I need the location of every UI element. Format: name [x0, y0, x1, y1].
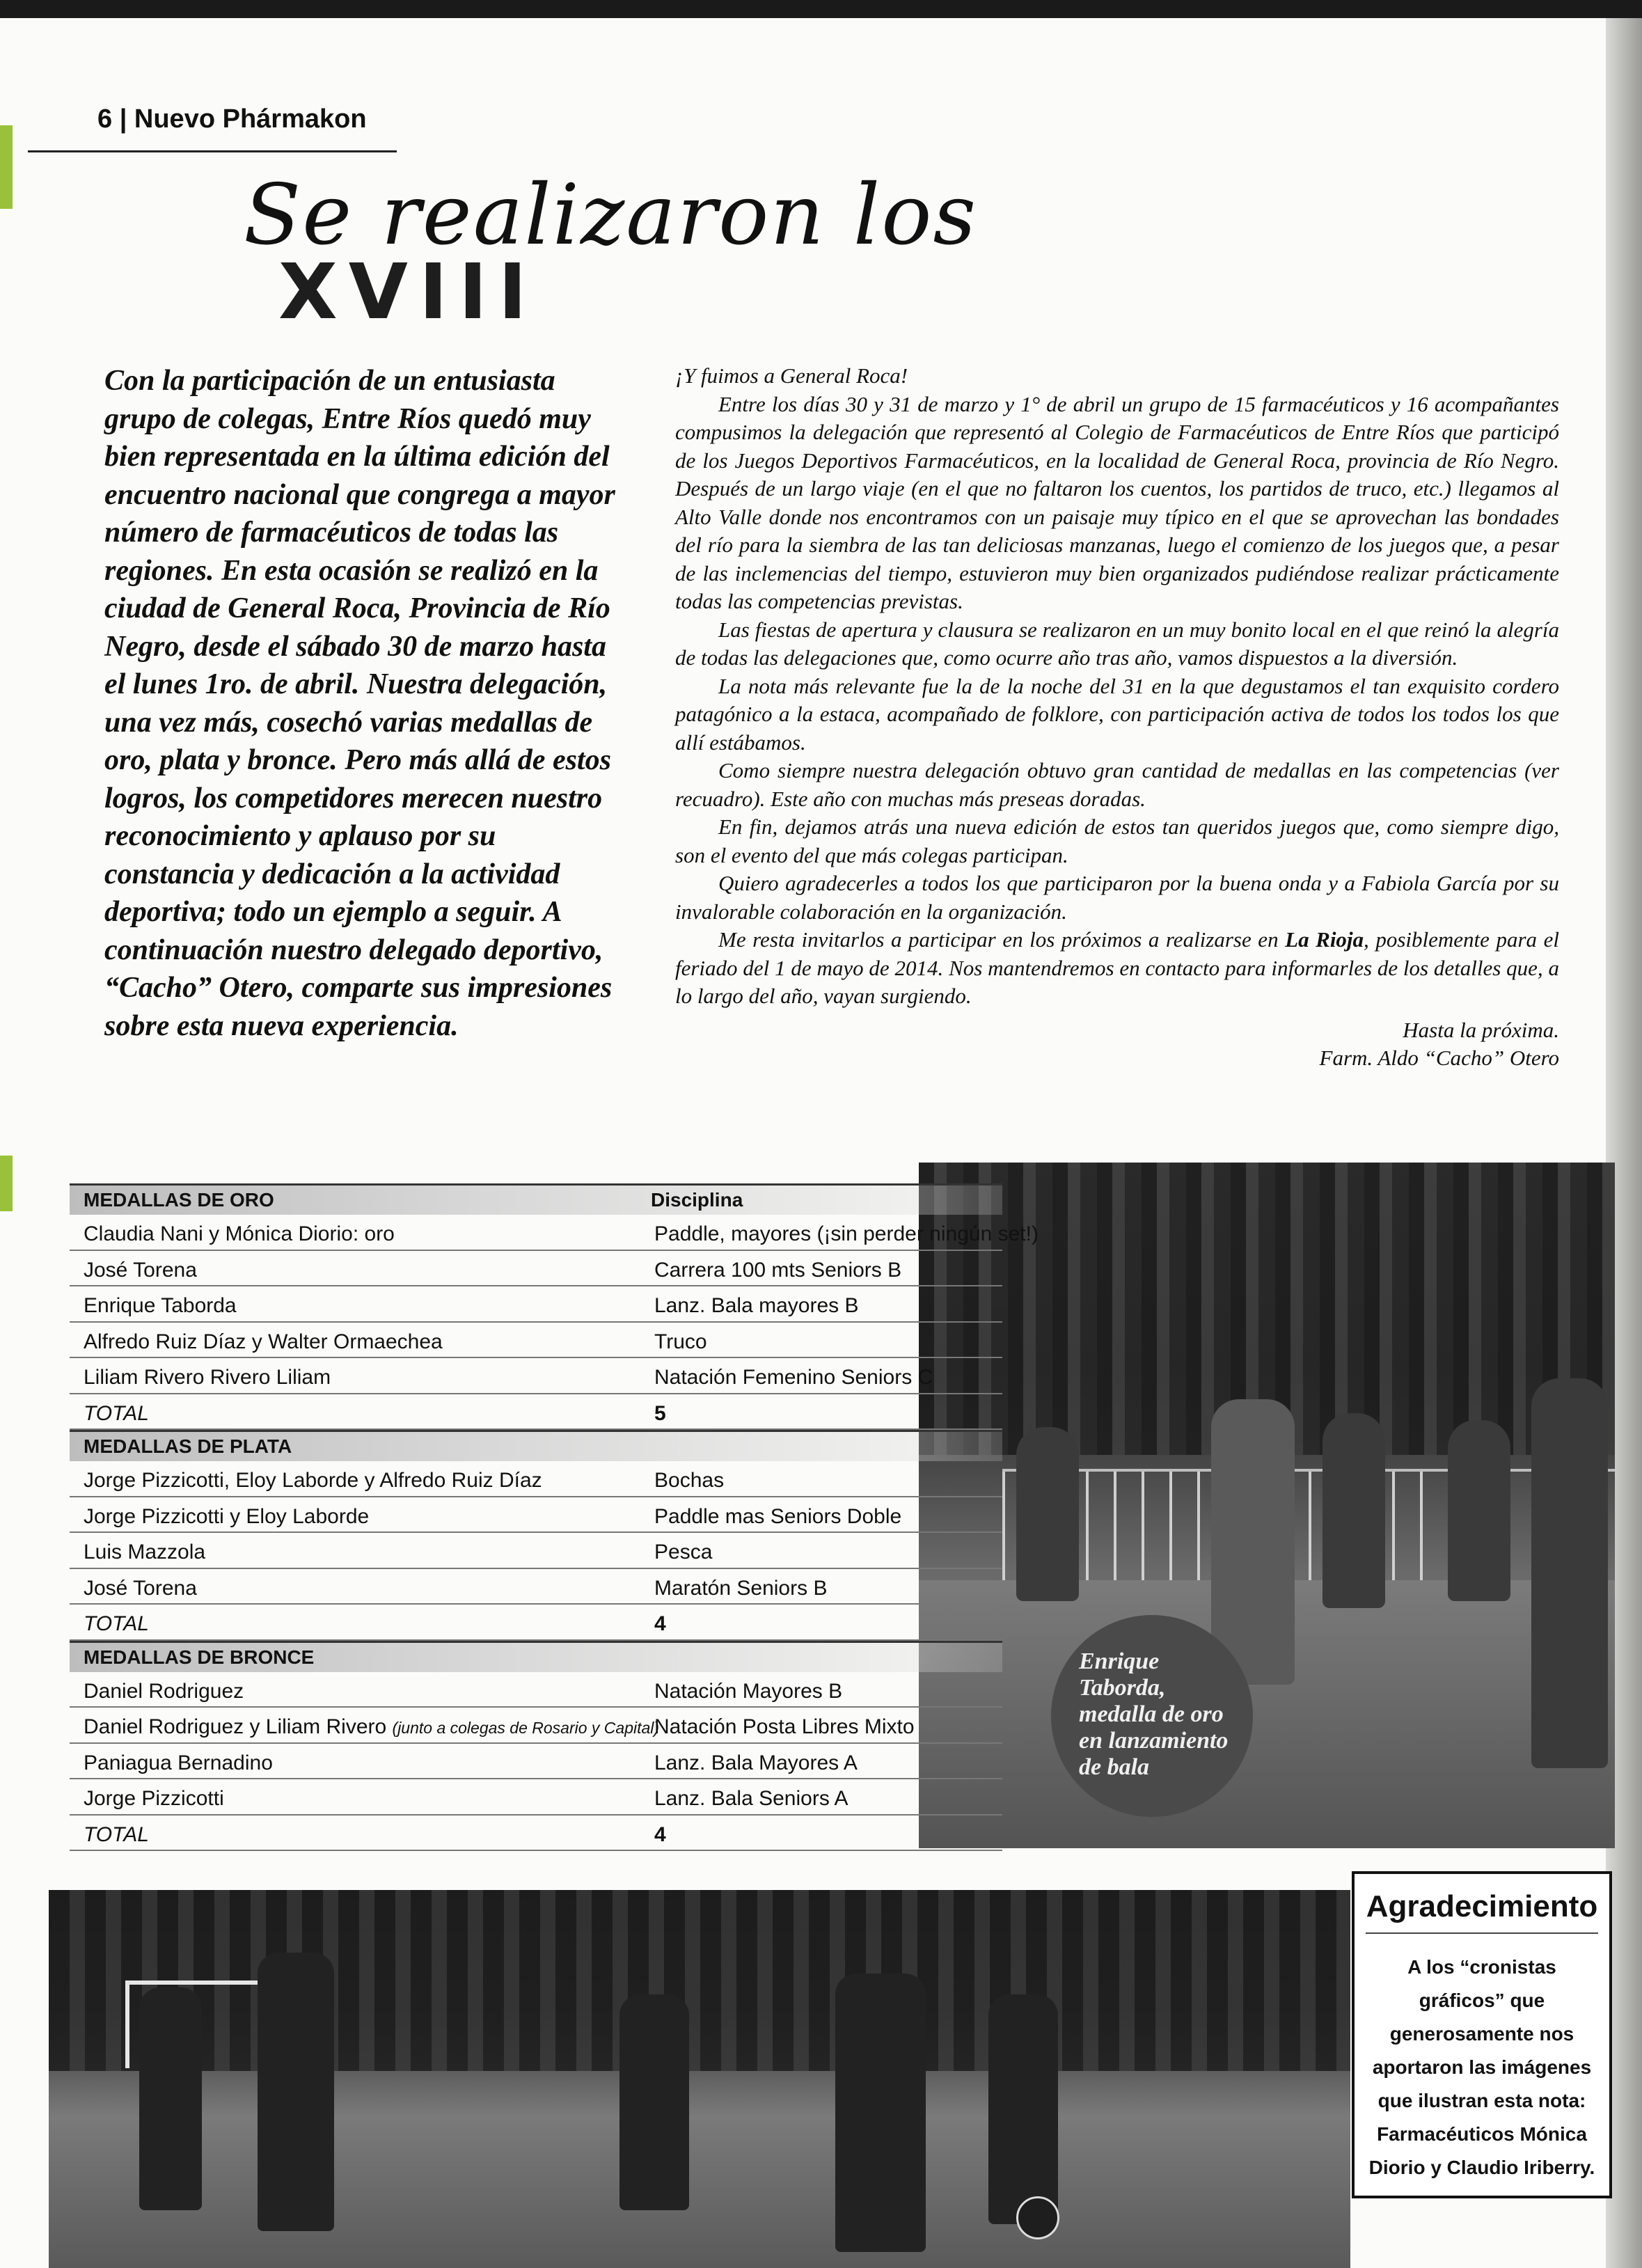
thanks-title: Agradecimiento: [1366, 1889, 1598, 1934]
table-row: José Torena Carrera 100 mts Seniors B: [70, 1251, 1002, 1287]
header-text: 6 | Nuevo Phármakon: [97, 104, 367, 134]
thanks-text: A los “cronistas gráficos” que generosamente nos aportaron las imágenes que ilustran esta nota: Farmacéuticos Mónica Diorio y Claudio Iriberry.: [1368, 1956, 1595, 2178]
table-row: Jorge Pizzicotti y Eloy Laborde Paddle mas Seniors Doble: [70, 1497, 1002, 1534]
signature-greeting: Hasta la próxima.: [1403, 1017, 1559, 1042]
article-paragraph: ¡Y fuimos a General Roca!: [675, 363, 908, 388]
intro-paragraph: Con la participación de un entusiasta grupo de colegas, Entre Ríos quedó muy bien representada en la última edición del encuentro nacional que congrega a mayor número de farmacéuticos de todas las regiones. En esta ocasión se realizó en la ciudad de General Roca, Provincia de Río Negro, desde el sábado 30 de marzo hasta el lunes 1ro. de abril. Nuestra delegación, una vez más, cosechó varias medallas de oro, plata y bronce. Pero más allá de estos logros, los competidores merecen nuestro reconocimiento y aplauso por su constancia y dedicación a la actividad deportiva; todo un ejemplo a seguir. A continuación nuestro delegado deportivo, “Cacho” Otero, comparte sus impresiones sobre esta nueva experiencia.: [104, 365, 615, 1042]
table-row: Enrique Taborda Lanz. Bala mayores B: [70, 1286, 1002, 1323]
table-row: Liliam Rivero Rivero Liliam Natación Femenino Seniors C: [70, 1358, 1002, 1394]
article-paragraph: Entre los días 30 y 31 de marzo y 1° de abril un grupo de 15 farmacéuticos y 16 acompañantes compusimos la delegación que representó al Colegio de Farmacéuticos de Entre Ríos que participó de los Juegos Deportivos Farmacéuticos, en la localidad de General Roca, provincia de Río Negro. Después de un largo viaje (en el que no faltaron los cuentos, los partidos de truco, etc.) llegamos al Alto Valle donde nos encontramos con un paisaje muy típico en el que se aprovechan las bondades del río para la siembra de las tan deliciosas manzanas, luego el comienzo de los juegos que, a pesar de las inclemencias del tiempo, estuvieron muy bien organizados pudiéndose realizar prácticamente todas las competencias previstas.: [675, 391, 1559, 613]
photo-person: [1323, 1413, 1385, 1608]
photo-player: [988, 1994, 1058, 2224]
table-row: Jorge Pizzicotti Lanz. Bala Seniors A: [70, 1779, 1002, 1816]
gold-title: MEDALLAS DE ORO: [84, 1189, 274, 1211]
photo-person-thrower: [1211, 1399, 1295, 1685]
table-row: Jorge Pizzicotti, Eloy Laborde y Alfredo Ruiz Díaz Bochas: [70, 1461, 1002, 1497]
silver-total-row: TOTAL 4: [70, 1605, 1002, 1641]
row-note: (junto a colegas de Rosario y Capital): [392, 1719, 660, 1737]
photo-football: [49, 1890, 1350, 2268]
bronze-total-row: TOTAL 4: [70, 1816, 1002, 1852]
photo-person: [1531, 1378, 1608, 1768]
article-paragraph: Me resta invitarlos a participar en los próximos a realizarse en La Rioja, posiblemente para el feriado del 1 de mayo de 2014. Nos mantendremos en contacto para informarles de los detalles que, a lo largo del año, vayan surgiendo.: [675, 927, 1559, 1008]
signature-name: Farm. Aldo “Cacho” Otero: [1319, 1045, 1559, 1070]
highlight-city: La Rioja: [1285, 927, 1364, 952]
photo-player: [258, 1953, 334, 2231]
table-row: José Torena Maratón Seniors B: [70, 1569, 1002, 1605]
bronze-title: MEDALLAS DE BRONCE: [84, 1646, 315, 1668]
article-paragraph: La nota más relevante fue la de la noche del 31 en la que degustamos el tan exquisito cordero patagónico a la estaca, acompañado de folklore, con participación activa de todos los todos los que allí estábamos.: [675, 673, 1559, 755]
photo-person: [1448, 1420, 1510, 1601]
photo-ball: [1016, 2196, 1059, 2239]
photo-shot-put: [919, 1163, 1615, 1848]
accent-bar-lower: [0, 1156, 13, 1211]
bronze-header: [70, 1641, 1002, 1672]
accent-bar: [0, 125, 13, 209]
silver-header: [70, 1430, 1002, 1461]
table-row: Daniel Rodriguez y Liliam Rivero (junto a colegas de Rosario y Capital) Natación Posta Libres Mixto: [70, 1708, 1002, 1744]
photo-player: [619, 1994, 689, 2210]
article-paragraph: Las fiestas de apertura y clausura se realizaron en un muy bonito local en el que reinó la alegría de todas las delegaciones que, como ocurre año tras año, vamos dispuestos a la diversión.: [675, 617, 1559, 670]
title-roman: XVIII: [278, 247, 538, 336]
table-row: Daniel Rodriguez Natación Mayores B: [70, 1672, 1002, 1708]
photo-caption: Enrique Taborda, medalla de oro en lanzamiento de bala: [1051, 1615, 1253, 1817]
top-edge: [0, 0, 1642, 18]
article-paragraph: Como siempre nuestra delegación obtuvo gran cantidad de medallas en las competencias (ver recuadro). Este año con muchas más preseas doradas.: [675, 758, 1559, 811]
discipline-header: Disciplina: [651, 1189, 743, 1211]
article-body: [675, 362, 1559, 1072]
page-header: [28, 97, 397, 153]
table-row: Paniagua Bernadino Lanz. Bala Mayores A: [70, 1744, 1002, 1780]
table-row: Luis Mazzola Pesca: [70, 1533, 1002, 1569]
article-paragraph: Quiero agradecerles a todos los que participaron por la buena onda y a Fabiola García por su invalorable colaboración en la organización.: [675, 871, 1559, 924]
header-rule: [28, 150, 397, 152]
table-row: Claudia Nani y Mónica Diorio: oro Paddle, mayores (¡sin perder ningún set!): [70, 1215, 1002, 1251]
thanks-box: [1352, 1871, 1612, 2198]
gold-total-row: TOTAL 5: [70, 1394, 1002, 1431]
medals-table: [70, 1183, 1039, 1851]
photo-fence: [1002, 1469, 1615, 1593]
signature: [675, 1016, 1559, 1072]
article-paragraph: En fin, dejamos atrás una nueva edición de estos tan queridos juegos que, como siempre digo, son el evento del que más colegas participan.: [675, 814, 1559, 867]
gold-header: [70, 1183, 1002, 1215]
photo-player: [139, 1987, 202, 2210]
table-row: Alfredo Ruiz Díaz y Walter Ormaechea Truco: [70, 1323, 1002, 1359]
photo-person: [1016, 1427, 1079, 1601]
photo-player: [835, 1974, 926, 2252]
title-script: Se realizaron los: [244, 167, 978, 264]
silver-title: MEDALLAS DE PLATA: [84, 1435, 292, 1457]
